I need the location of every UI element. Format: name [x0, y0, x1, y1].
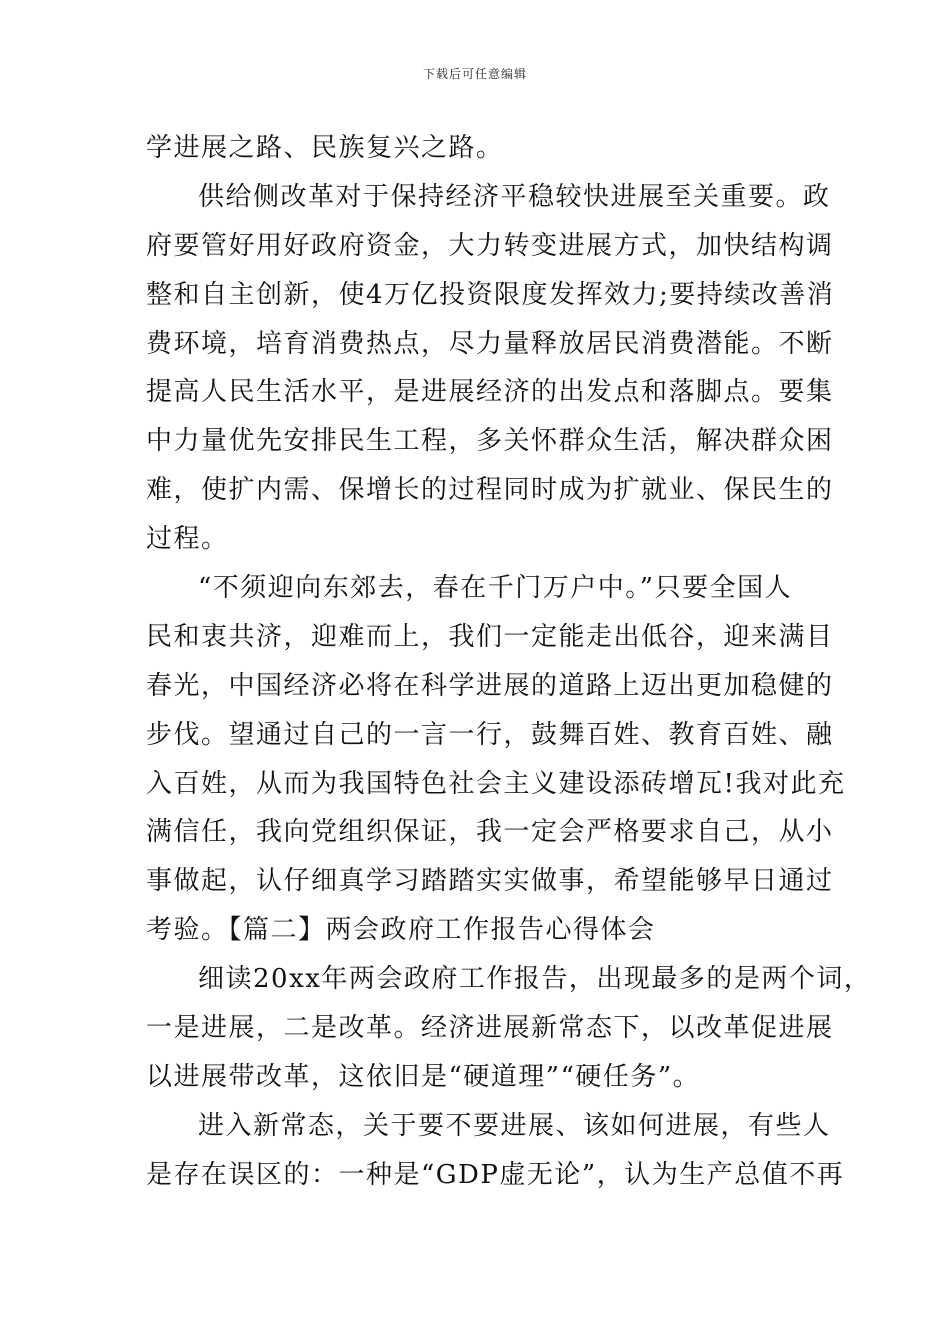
paragraph-start-line: 供给侧改革对于保持经济平稳较快进展至关重要。政: [198, 181, 831, 212]
section-heading-line: 考验。【篇二】两会政府工作报告心得体会: [146, 915, 656, 946]
text-line: 满信任，我向党组织保证，我一定会严格要求自己，从小: [146, 817, 834, 848]
document-body: [146, 124, 872, 1200]
page-header-note: 下载后可任意编辑: [422, 67, 527, 81]
text-line: 中力量优先安排民生工程，多关怀群众生活，解决群众困: [146, 426, 834, 457]
text-line: 步伐。望通过自己的一言一行，鼓舞百姓、教育百姓、融: [146, 719, 834, 750]
text-line: 事做起，认仔细真学习踏踏实实做事，希望能够早日通过: [146, 866, 834, 897]
text-line: 提高人民生活水平，是进展经济的出发点和落脚点。要集: [146, 377, 834, 408]
text-line: 府要管好用好政府资金，大力转变进展方式，加快结构调: [146, 230, 834, 261]
text-line: 是存在误区的：一种是“GDP虚无论”，认为生产总值不再: [146, 1159, 845, 1190]
text-line: 费环境，培育消费热点，尽力量释放居民消费潜能。不断: [146, 328, 834, 359]
text-line: 春光，中国经济必将在科学进展的道路上迈出更加稳健的: [146, 670, 834, 701]
text-line: 以进展带改革，这依旧是“硬道理”“硬任务”。: [146, 1061, 701, 1092]
text-line: 学进展之路、民族复兴之路。: [146, 133, 504, 163]
paragraph-start-line: 进入新常态，关于要不要进展、该如何进展，有些人: [198, 1110, 831, 1141]
text-line: 整和自主创新，使4万亿投资限度发挥效力;要持续改善消: [146, 279, 835, 310]
text-line: 难，使扩内需、保增长的过程同时成为扩就业、保民生的: [146, 475, 834, 506]
paragraph-start-line: 细读20xx年两会政府工作报告，出现最多的是两个词，: [198, 964, 872, 995]
text-line: 民和衷共济，迎难而上，我们一定能走出低谷，迎来满目: [146, 621, 834, 652]
text-line: 过程。: [146, 524, 229, 555]
paragraph-start-line: “不须迎向东郊去，春在千门万户中。”只要全国人: [198, 573, 793, 604]
text-line: 入百姓，从而为我国特色社会主义建设添砖增瓦!我对此充: [146, 768, 846, 799]
text-line: 一是进展，二是改革。经济进展新常态下，以改革促进展: [146, 1013, 834, 1044]
